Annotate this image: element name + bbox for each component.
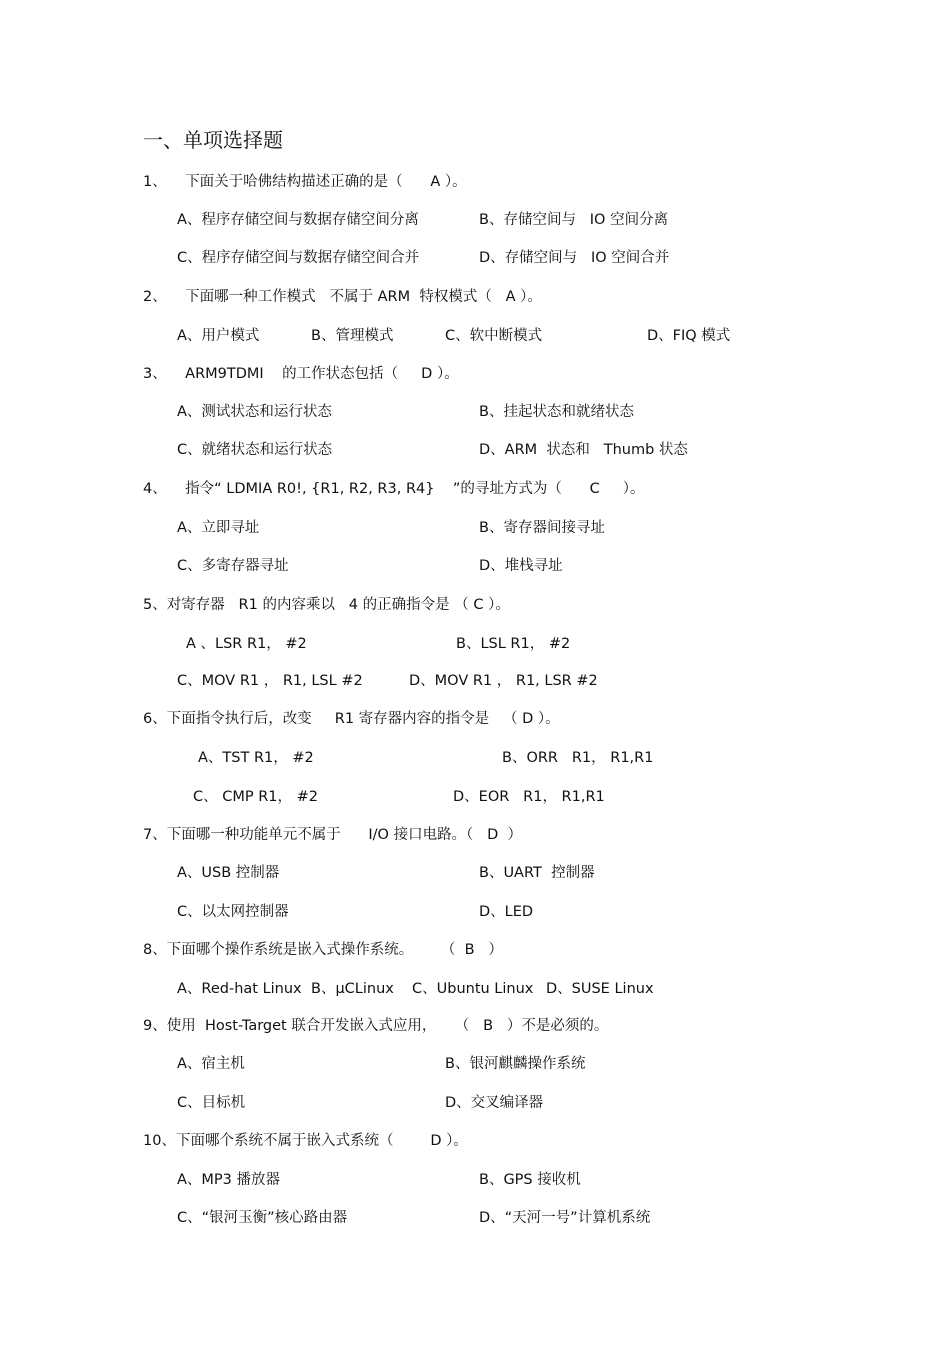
question-8-option-d: D、SUSE Linux [546, 981, 654, 997]
question-7-stem: 7、下面哪一种功能单元不属于 I/O 接口电路。（ D ） [143, 827, 523, 843]
question-8-option-b: B、µCLinux [311, 981, 394, 997]
question-6-stem: 6、下面指令执行后，改变 R1 寄存器内容的指令是 （ D ）。 [143, 711, 560, 727]
question-10-option-c: C、“银河玉衡”核心路由器 [177, 1210, 348, 1226]
question-8-option-a: A、Red-hat Linux [177, 981, 302, 997]
question-4-stem: 4、 指令“ LDMIA R0!, {R1, R2, R3, R4} ”的寻址方式为（ C ）。 [143, 481, 645, 497]
question-3-stem: 3、 ARM9TDMI 的工作状态包括（ D ）。 [143, 366, 459, 382]
question-2-option-b: B、管理模式 [311, 328, 394, 344]
question-5-stem: 5、对寄存器 R1 的内容乘以 4 的正确指令是 （ C ）。 [143, 597, 510, 613]
question-7-option-d: D、LED [479, 904, 534, 920]
question-2-option-a: A、用户模式 [177, 328, 260, 344]
question-4-option-a: A、立即寻址 [177, 520, 260, 536]
question-2-option-d: D、FIQ 模式 [647, 328, 731, 344]
question-3-option-a: A、测试状态和运行状态 [177, 404, 332, 420]
question-6-option-a: A、TST R1， #2 [198, 750, 314, 766]
question-10-option-d: D、“天河一号”计算机系统 [479, 1210, 651, 1226]
question-6-option-d: D、EOR R1， R1,R1 [453, 789, 605, 805]
question-5-option-b: B、LSL R1， #2 [456, 636, 571, 652]
question-2-option-c: C、软中断模式 [445, 328, 543, 344]
question-9-option-d: D、交叉编译器 [445, 1095, 544, 1111]
question-6-option-c: C、 CMP R1， #2 [193, 789, 319, 805]
question-1-option-b: B、存储空间与 IO 空间分离 [479, 212, 669, 228]
question-4-option-d: D、堆栈寻址 [479, 558, 563, 574]
question-10-option-b: B、GPS 接收机 [479, 1172, 581, 1188]
question-10-option-a: A、MP3 播放器 [177, 1172, 281, 1188]
question-8-option-c: C、Ubuntu Linux [412, 981, 534, 997]
question-9-stem: 9、使用 Host-Target 联合开发嵌入式应用， （ B ）不是必须的。 [143, 1018, 609, 1034]
question-3-option-d: D、ARM 状态和 Thumb 状态 [479, 442, 688, 458]
question-5-option-a: A 、LSR R1， #2 [186, 636, 307, 652]
question-5-option-d: D、MOV R1 ， R1, LSR #2 [409, 673, 598, 689]
question-4-option-b: B、寄存器间接寻址 [479, 520, 605, 536]
question-9-option-b: B、银河麒麟操作系统 [445, 1056, 586, 1072]
question-3-option-b: B、挂起状态和就绪状态 [479, 404, 634, 420]
question-1-option-a: A、程序存储空间与数据存储空间分离 [177, 212, 419, 228]
question-7-option-c: C、以太网控制器 [177, 904, 289, 920]
question-3-option-c: C、就绪状态和运行状态 [177, 442, 333, 458]
question-10-stem: 10、下面哪个系统不属于嵌入式系统（ D ）。 [143, 1133, 468, 1149]
question-4-option-c: C、多寄存器寻址 [177, 558, 289, 574]
question-8-stem: 8、下面哪个操作系统是嵌入式操作系统。 （ B ） [143, 942, 503, 958]
question-1-option-d: D、存储空间与 IO 空间合并 [479, 250, 670, 266]
question-9-option-a: A、宿主机 [177, 1056, 245, 1072]
question-2-stem: 2、 下面哪一种工作模式 不属于 ARM 特权模式（ A ）。 [143, 289, 542, 305]
question-1-stem: 1、 下面关于哈佛结构描述正确的是（ A ）。 [143, 174, 467, 190]
question-1-option-c: C、程序存储空间与数据存储空间合并 [177, 250, 420, 266]
section-title: 一、单项选择题 [143, 128, 283, 152]
question-7-option-a: A、USB 控制器 [177, 865, 280, 881]
question-6-option-b: B、ORR R1， R1,R1 [502, 750, 654, 766]
question-9-option-c: C、目标机 [177, 1095, 246, 1111]
question-7-option-b: B、UART 控制器 [479, 865, 595, 881]
question-5-option-c: C、MOV R1 ， R1, LSL #2 [177, 673, 363, 689]
